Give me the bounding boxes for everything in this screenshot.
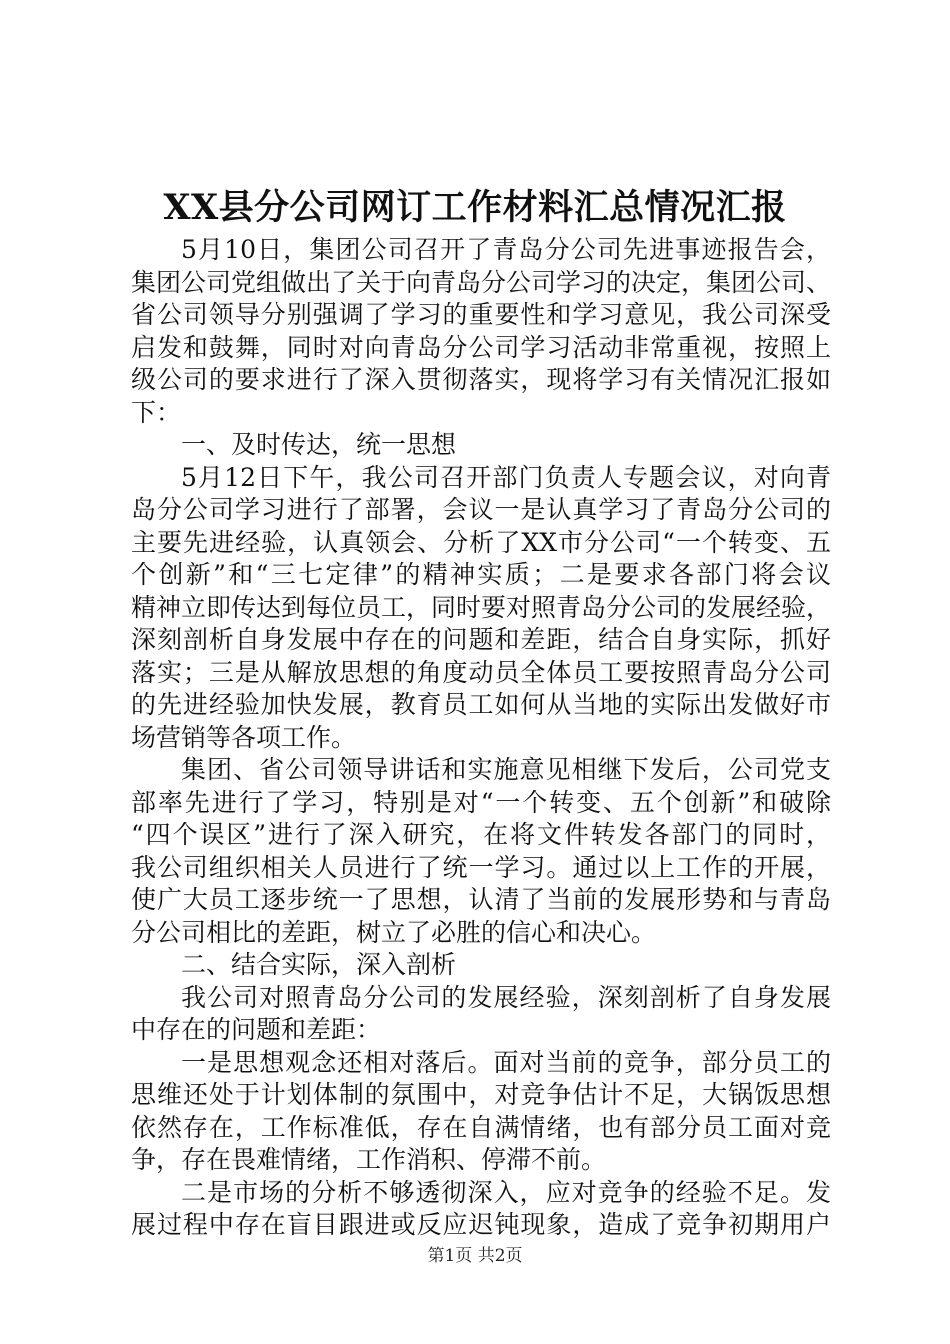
text-line: 5月12日下午，我公司召开部门负责人专题会议，对向青 — [181, 462, 831, 492]
text-line: 部率先进行了学习，特别是对“一个转变、五个创新”和破除 — [131, 787, 831, 817]
text-line: 我公司组织相关人员进行了统一学习。通过以上工作的开展， — [131, 852, 831, 882]
text-line: 二是市场的分析不够透彻深入，应对竞争的经验不足。发 — [181, 1177, 831, 1207]
text-line: 下： — [131, 397, 182, 427]
text-line: 依然存在，工作标准低，存在自满情绪，也有部分员工面对竞 — [131, 1112, 831, 1142]
document-body — [131, 234, 831, 1242]
section-heading: 二、结合实际，深入剖析 — [181, 950, 457, 979]
text-line: 深刻剖析自身发展中存在的问题和差距，结合自身实际，抓好 — [131, 625, 831, 654]
text-line: 思维还处于计划体制的氛围中，对竞争估计不足，大锅饭思想 — [131, 1080, 831, 1109]
text-line: 分公司相比的差距，树立了必胜的信心和决心。 — [131, 917, 657, 947]
section-heading: 一、及时传达，统一思想 — [181, 430, 457, 459]
text-line: 精神立即传达到每位员工，同时要对照青岛分公司的发展经验， — [131, 592, 831, 622]
text-line: 一是思想观念还相对落后。面对当前的竞争，部分员工的 — [181, 1047, 831, 1077]
text-line: 启发和鼓舞，同时对向青岛分公司学习活动非常重视，按照上 — [131, 332, 831, 362]
text-line: 级公司的要求进行了深入贯彻落实，现将学习有关情况汇报如 — [131, 365, 831, 394]
text-line: 集团、省公司领导讲话和实施意见相继下发后，公司党支 — [181, 755, 831, 784]
text-line: 中存在的问题和差距： — [131, 1015, 382, 1044]
text-line: 使广大员工逐步统一了思想，认清了当前的发展形势和与青岛 — [131, 885, 831, 914]
text-line: 集团公司党组做出了关于向青岛分公司学习的决定，集团公司、 — [131, 267, 831, 297]
text-line: 省公司领导分别强调了学习的重要性和学习意见，我公司深受 — [131, 300, 831, 329]
text-line: 我公司对照青岛分公司的发展经验，深刻剖析了自身发展 — [181, 982, 831, 1012]
text-line: 5月10日，集团公司召开了青岛分公司先进事迹报告会， — [181, 235, 831, 264]
page-footer: 第1页 共2页 — [427, 1246, 523, 1266]
text-line: 的先进经验加快发展，教育员工如何从当地的实际出发做好市 — [131, 690, 831, 719]
text-line: 落实；三是从解放思想的角度动员全体员工要按照青岛分公司 — [131, 657, 831, 687]
text-line: 岛分公司学习进行了部署，会议一是认真学习了青岛分公司的 — [131, 495, 831, 524]
text-line: 个创新”和“三七定律”的精神实质；二是要求各部门将会议 — [131, 560, 831, 589]
text-line: 场营销等各项工作。 — [131, 722, 357, 752]
text-line: 争，存在畏难情绪，工作消积、停滞不前。 — [131, 1145, 607, 1174]
document-title: XX县分公司网订工作材料汇总情况汇报 — [163, 187, 787, 228]
text-line: 展过程中存在盲目跟进或反应迟钝现象，造成了竞争初期用户 — [131, 1210, 831, 1239]
text-line: “四个误区”进行了深入研究，在将文件转发各部门的同时， — [131, 820, 831, 849]
text-line: 主要先进经验，认真领会、分析了XX市分公司“一个转变、五 — [131, 527, 831, 557]
